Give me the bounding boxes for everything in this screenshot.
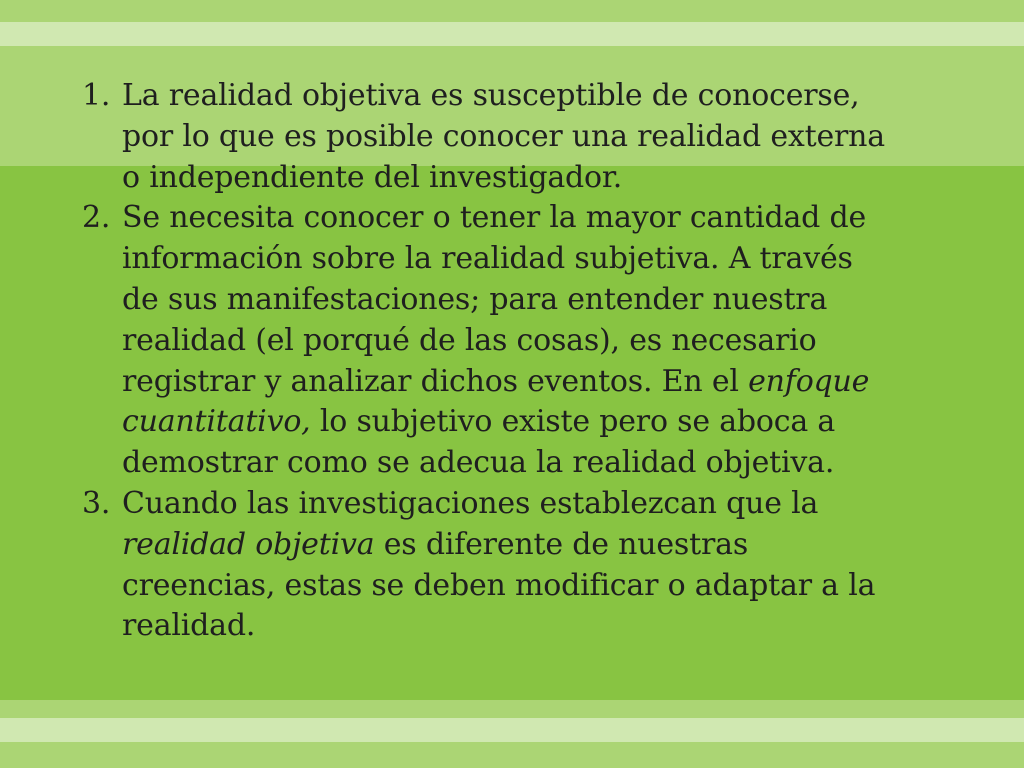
bottom-stripe-3 (0, 742, 1024, 768)
top-stripe-2 (0, 22, 1024, 46)
list-item-text: La realidad objetiva es susceptible de conocerse, por lo que es posible conocer una realidad externa o independiente del investigador. (122, 78, 885, 195)
list-item-text: Cuando las investigaciones establezcan que la (122, 485, 819, 521)
numbered-list (82, 76, 892, 647)
slide-content (82, 76, 892, 647)
list-item-1 (82, 76, 892, 198)
bottom-stripe-2 (0, 718, 1024, 742)
list-item-2 (82, 198, 892, 484)
bottom-stripe-1 (0, 700, 1024, 718)
list-number: 1. (82, 78, 111, 113)
list-number: 3. (82, 485, 111, 521)
list-item-text: es diferente de nuestras creencias, estas se deben modificar o adaptar a la realidad. (122, 526, 876, 644)
list-item-text: lo subjetivo existe pero se aboca a demostrar como se adecua la realidad objetiva. (122, 404, 836, 481)
list-number: 2. (82, 200, 111, 236)
list-item-text: Se necesita conocer o tener la mayor cantidad de información sobre la realidad subjetiva. A través de sus manifestaciones; para entender nuestra realidad (el porqué de las cosas), es necesario registrar y analizar dichos eventos. En el (122, 200, 867, 399)
top-stripe-3 (0, 46, 1024, 66)
list-item-3 (82, 484, 892, 647)
italic-emphasis: enfoque cuantitativo, (122, 363, 870, 440)
italic-emphasis: realidad objetiva (122, 526, 375, 562)
top-stripe-1 (0, 0, 1024, 22)
